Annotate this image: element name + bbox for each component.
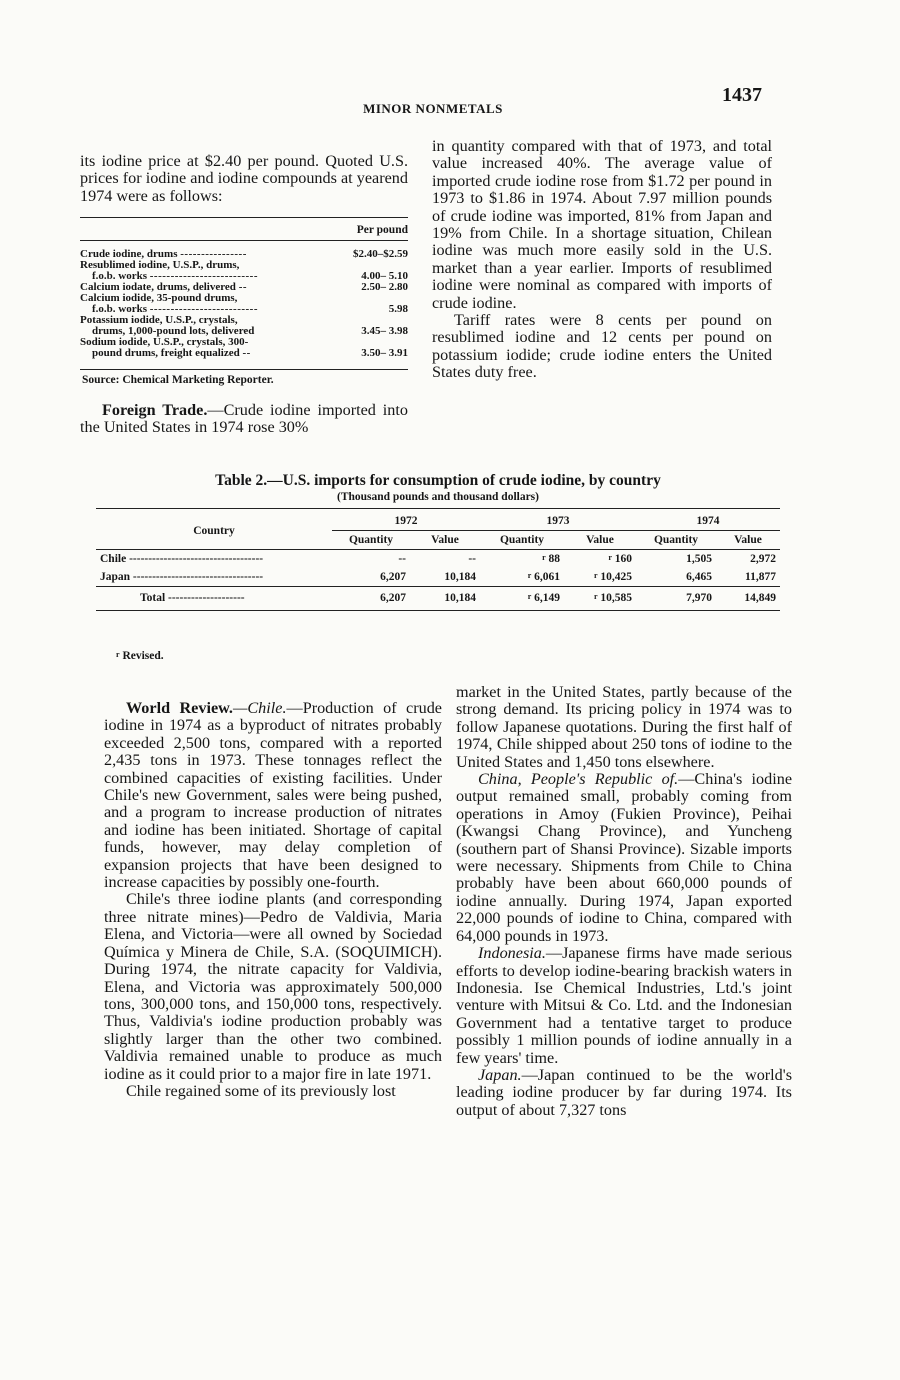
- price-table-header: Per pound: [356, 224, 408, 236]
- table2-value-cell: [716, 568, 780, 587]
- price-label-text: Resublimed iodine, U.S.P., drums,: [80, 259, 240, 271]
- leader-dots: --: [242, 347, 251, 359]
- revised-mark: r: [608, 553, 612, 562]
- table2-value-cell: [332, 550, 410, 569]
- price-row: [80, 249, 408, 260]
- price-label-text: drums, 1,000-pound lots, delivered: [92, 325, 255, 337]
- country-name: Japan: [100, 571, 131, 583]
- cell-value: 88: [548, 553, 560, 565]
- leader-dots: --: [238, 281, 248, 293]
- price-label-text: pound drums, freight equalized: [92, 347, 240, 359]
- table2-value-cell: [636, 568, 716, 587]
- price-label-text: f.o.b. works: [92, 303, 148, 315]
- price-label: [80, 282, 334, 293]
- table2-value-cell: [564, 587, 636, 611]
- indonesia-text: —Japanese firms have made serious efforts to develop iodine-bearing brackish waters in Indonesia. Ise Chemical Industries, Ltd.'s joint venture with Mitsui & Co. Ltd. and the Indonesian Government had a tentative target to produce possibly 1 million pounds of iodine annually in a few years' time.: [456, 944, 792, 1067]
- table2-subheader-value: Value: [410, 531, 480, 550]
- table2-subtitle: (Thousand pounds and thousand dollars): [337, 491, 539, 503]
- cell-value: 1,505: [686, 553, 712, 565]
- china-label: China, People's Republic of.: [478, 770, 679, 789]
- chile-plants-paragraph: Chile's three iodine plants (and corresponding three nitrate mines)—Pedro de Valdivia, Maria Elena, and Victoria—were all owned by Sociedad Química y Minera de Chile, S.A. (SOQUIMICH). During 1974, the nitrate capacity for Valdivia, Elena, and Victoria was approximately 500,000 tons, 300,000 tons, and 150,000 tons, respectively. Thus, Valdivia's iodine production probably was slightly larger than the other two combined. Valdivia remained unable to produce as much iodine as it could prior to a major fire in late 1971.: [104, 890, 442, 1083]
- table2-value-cell: [410, 568, 480, 587]
- foreign-trade-text: —Crude iodine imported into the United States in 1974 rose 30%: [80, 401, 408, 437]
- price-row: [80, 337, 408, 348]
- cell-value: 2,972: [750, 553, 776, 565]
- foreign-trade-continued: in quantity compared with that of 1973, and total value increased 40%. The average value of imported crude iodine rose from $1.72 per pound in 1973 to $1.86 in 1974. About 7.97 million pounds of crude iodine was imported, 81% from Japan and 19% from Chile. In a shortage situation, Chilean iodine was much more easily sold in the U.S. market than a year earlier. Imports of resublimed iodine were nominal as compared with imports of crude iodine.: [432, 137, 772, 312]
- table2-year-header: 1973: [480, 509, 636, 531]
- world-review-heading: World Review.: [126, 699, 233, 717]
- price-label: [80, 315, 334, 326]
- table2-value-cell: [480, 568, 564, 587]
- table2-value-cell: [332, 587, 410, 611]
- price-value: 4.00– 5.10: [361, 270, 408, 282]
- revised-mark: r: [527, 571, 532, 580]
- leader-dots: -----------------------------------: [129, 553, 264, 565]
- table2-footnote: [116, 650, 164, 662]
- table2: [96, 508, 780, 611]
- chile-regained-paragraph: Chile regained some of its previously lost: [126, 1081, 396, 1100]
- table2-value-cell: [716, 587, 780, 611]
- cell-value: 10,425: [600, 571, 632, 583]
- tariff-paragraph: Tariff rates were 8 cents per pound on resublimed iodine and 12 cents per pound on potassium iodide; crude iodine enters the United States duty free.: [432, 311, 772, 382]
- price-row: [80, 304, 408, 315]
- cell-value: 160: [614, 553, 632, 565]
- cell-value: 10,184: [444, 571, 476, 583]
- price-label-text: Sodium iodide, U.S.P., crystals, 300-: [80, 336, 249, 348]
- revised-mark: r: [593, 592, 598, 601]
- table2-row: [96, 550, 780, 569]
- price-table-body: [80, 241, 408, 369]
- world-review-right: [456, 684, 792, 1119]
- chile-text: —Production of crude iodine in 1974 as a byproduct of nitrates probably exceeded 2,500 tons, compared with a reported 2,435 tons in 1973. These tonnages reflect the combined capacities of existing facilities. Under Chile's new Government, sales were being pushed, and a program to increase production of nitrates and iodine has been initiated. Shortage of capital funds, however, may delay completion of expansion projects that have been designed to increase capacities by possibly one-fourth.: [104, 699, 442, 892]
- footnote-mark: r: [116, 650, 120, 659]
- table2-value-cell: [332, 568, 410, 587]
- foreign-trade-right: [432, 138, 772, 382]
- cell-value: 6,149: [534, 592, 560, 604]
- price-label-text: f.o.b. works: [92, 270, 148, 282]
- table2-row: [96, 568, 780, 587]
- price-row: [80, 260, 408, 271]
- revised-mark: r: [593, 571, 598, 580]
- price-row: [80, 315, 408, 326]
- table2-subheader-quantity: Quantity: [480, 531, 564, 550]
- price-value: $2.40–$2.59: [353, 248, 408, 260]
- table2-subheader-value: Value: [564, 531, 636, 550]
- price-value: 5.98: [388, 303, 408, 315]
- footnote-text: Revised.: [122, 650, 164, 662]
- price-value: 2.50– 2.80: [361, 281, 408, 293]
- table2-title: Table 2.—U.S. imports for consumption of crude iodine, by country: [215, 472, 661, 489]
- japan-text: —Japan continued to be the world's leading iodine producer by far during 1974. Its output of about 7,327 tons: [456, 1065, 792, 1119]
- intro-column: [80, 153, 408, 205]
- leader-dots: --------------------------: [149, 270, 259, 282]
- cell-value: 6,465: [686, 571, 712, 583]
- table2-country-cell: [96, 568, 332, 587]
- japan-paragraph: [456, 1067, 792, 1119]
- table2-value-cell: [564, 568, 636, 587]
- price-row: [80, 326, 408, 337]
- china-text: —China's iodine output remained small, probably coming from operations in Amoy (Fukien Province), Peihai (Kwangsi Chang Province), and Yuncheng (southern part of Shansi Province). Sizable imports were necessary. Shipments from Chile to China probably have been about 660,000 pounds of iodine annually. During 1974, Japan exported 22,000 pounds of iodine to China, compared with 64,000 pounds in 1973.: [456, 770, 793, 945]
- cell-value: --: [468, 553, 476, 565]
- revised-mark: r: [527, 592, 532, 601]
- table2-subheader-value: Value: [716, 531, 780, 550]
- foreign-trade-left: [80, 402, 408, 437]
- cell-value: 6,061: [534, 571, 560, 583]
- price-value: 3.50– 3.91: [361, 347, 408, 359]
- cell-value: 6,207: [380, 571, 406, 583]
- page-number: 1437: [722, 84, 762, 106]
- cell-value: 6,207: [380, 592, 406, 604]
- running-header-title: MINOR NONMETALS: [363, 101, 503, 116]
- table2-country-cell: [96, 587, 332, 611]
- cell-value: 14,849: [744, 592, 776, 604]
- table2-total-row: [96, 587, 780, 611]
- price-label: [80, 326, 334, 337]
- world-review-chile-paragraph: [104, 700, 442, 891]
- intro-paragraph: its iodine price at $2.40 per pound. Quoted U.S. prices for iodine and iodine compounds at yearend 1974 were as follows:: [80, 152, 408, 205]
- table2-value-cell: [480, 587, 564, 611]
- price-value: 3.45– 3.98: [361, 325, 408, 337]
- table2-country-header: Country: [96, 509, 332, 550]
- cell-value: 7,970: [686, 592, 712, 604]
- indonesia-label: Indonesia.: [478, 944, 546, 963]
- table2-value-cell: [636, 587, 716, 611]
- table2-value-cell: [636, 550, 716, 569]
- cell-value: 10,585: [600, 592, 632, 604]
- indonesia-paragraph: [456, 945, 792, 1067]
- cell-value: --: [398, 553, 406, 565]
- table2-value-cell: [410, 587, 480, 611]
- foreign-trade-paragraph: [80, 402, 408, 437]
- table2-subheader-quantity: Quantity: [636, 531, 716, 550]
- price-label-text: Potassium iodide, U.S.P., crystals,: [80, 314, 238, 326]
- cell-value: 11,877: [745, 571, 776, 583]
- price-label: [80, 271, 334, 282]
- table2-value-cell: [410, 550, 480, 569]
- table2-year-header: 1974: [636, 509, 780, 531]
- japan-label: Japan.: [478, 1065, 522, 1084]
- table2-value-cell: [716, 550, 780, 569]
- price-row: [80, 271, 408, 282]
- leader-dots: ----------------: [180, 248, 247, 260]
- price-label-text: Crude iodine, drums: [80, 248, 178, 260]
- country-name: Total: [140, 592, 166, 604]
- country-name: Chile: [100, 553, 127, 565]
- leader-dots: --------------------------: [149, 303, 259, 315]
- table2-year-header: 1972: [332, 509, 480, 531]
- table2-country-cell: [96, 550, 332, 569]
- leader-dots: ----------------------------------: [132, 571, 264, 583]
- price-table: [80, 217, 408, 386]
- china-paragraph: [456, 771, 792, 945]
- price-label: [80, 293, 334, 304]
- chile-market-paragraph: market in the United States, partly because of the strong demand. Its pricing policy in 1974 was to follow Japanese quotations. During the first half of 1974, Chile shipped about 250 tons of iodine to the United States and 1,450 tons elsewhere.: [456, 683, 792, 771]
- table2-value-cell: [564, 550, 636, 569]
- table2-value-cell: [480, 550, 564, 569]
- cell-value: 10,184: [444, 592, 476, 604]
- price-row: [80, 348, 408, 359]
- price-label-text: Calcium iodide, 35-pound drums,: [80, 292, 238, 304]
- price-row: [80, 293, 408, 304]
- price-table-source: Source: Chemical Marketing Reporter.: [82, 374, 274, 386]
- price-label: [80, 337, 334, 348]
- chile-label: —Chile.: [232, 699, 287, 717]
- price-label: [80, 260, 334, 271]
- price-label: [80, 304, 334, 315]
- price-label-text: Calcium iodate, drums, delivered: [80, 281, 236, 293]
- table2-subheader-quantity: Quantity: [332, 531, 410, 550]
- price-row: [80, 282, 408, 293]
- world-review-left: [104, 700, 442, 1100]
- price-label: [80, 249, 334, 260]
- price-label: [80, 348, 334, 359]
- foreign-trade-heading: Foreign Trade.: [102, 401, 208, 419]
- revised-mark: r: [542, 553, 546, 562]
- leader-dots: --------------------: [168, 592, 245, 604]
